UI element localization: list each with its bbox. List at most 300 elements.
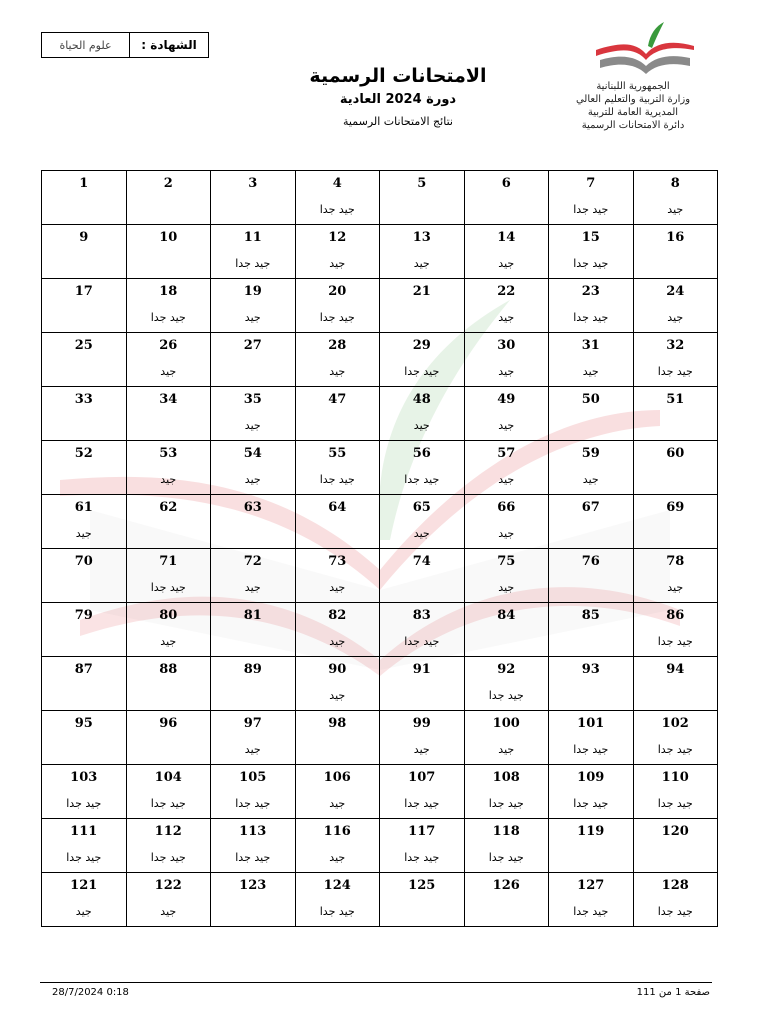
candidate-grade: جيد جدا	[150, 851, 186, 864]
candidate-grade: جيد جدا	[319, 311, 355, 324]
candidate-grade: جيد جدا	[657, 635, 693, 648]
candidate-grade	[634, 473, 718, 487]
candidate-number: 99	[412, 716, 431, 731]
footer-divider	[40, 982, 712, 983]
session-title: دورة 2024 العادية	[339, 92, 457, 107]
result-cell	[126, 657, 211, 711]
candidate-grade: جيد	[329, 581, 346, 594]
table-row	[42, 387, 718, 441]
candidate-grade: جيد جدا	[573, 257, 609, 270]
candidate-number: 14	[497, 230, 516, 245]
candidate-grade: جيد جدا	[488, 689, 524, 702]
candidate-grade	[549, 419, 633, 433]
result-cell	[211, 657, 296, 711]
candidate-grade: جيد جدا	[404, 797, 440, 810]
candidate-grade: جيد	[329, 365, 346, 378]
candidate-number: 69	[666, 500, 685, 515]
candidate-grade	[296, 527, 380, 541]
result-cell	[633, 657, 718, 711]
result-cell	[42, 279, 127, 333]
result-cell	[380, 387, 465, 441]
candidate-number: 97	[243, 716, 262, 731]
candidate-number: 116	[323, 824, 351, 839]
result-cell	[126, 873, 211, 927]
result-cell	[549, 603, 634, 657]
candidate-number: 123	[239, 878, 267, 893]
candidate-number: 103	[70, 770, 98, 785]
candidate-number: 78	[666, 554, 685, 569]
result-cell	[549, 171, 634, 225]
candidate-number: 70	[74, 554, 93, 569]
candidate-grade: جيد	[667, 581, 684, 594]
candidate-number: 19	[243, 284, 262, 299]
candidate-grade	[380, 905, 464, 919]
candidate-number: 106	[323, 770, 351, 785]
result-cell	[633, 549, 718, 603]
result-cell	[126, 495, 211, 549]
result-cell	[211, 279, 296, 333]
result-cell	[633, 819, 718, 873]
result-cell	[633, 387, 718, 441]
candidate-grade: جيد	[413, 257, 430, 270]
candidate-number: 16	[666, 230, 685, 245]
result-cell	[380, 765, 465, 819]
candidate-number: 25	[74, 338, 93, 353]
table-row	[42, 333, 718, 387]
candidate-number: 121	[70, 878, 98, 893]
candidate-grade: جيد جدا	[66, 797, 102, 810]
table-row	[42, 279, 718, 333]
candidate-grade: جيد	[582, 365, 599, 378]
candidate-grade: جيد جدا	[573, 905, 609, 918]
result-cell	[380, 603, 465, 657]
candidate-grade	[127, 257, 211, 271]
candidate-grade	[42, 257, 126, 271]
candidate-number: 100	[492, 716, 520, 731]
candidate-grade	[42, 473, 126, 487]
result-cell	[380, 873, 465, 927]
candidate-number: 18	[159, 284, 178, 299]
candidate-number: 72	[243, 554, 262, 569]
candidate-grade	[634, 527, 718, 541]
candidate-grade: جيد جدا	[404, 473, 440, 486]
candidate-number: 61	[74, 500, 93, 515]
result-cell	[42, 441, 127, 495]
candidate-grade	[42, 743, 126, 757]
candidate-number: 86	[666, 608, 685, 623]
candidate-number: 107	[408, 770, 436, 785]
ministry-logo-icon	[590, 20, 700, 80]
candidate-grade: جيد	[667, 203, 684, 216]
result-cell	[42, 387, 127, 441]
candidate-number: 90	[328, 662, 347, 677]
result-cell	[42, 819, 127, 873]
result-cell	[295, 873, 380, 927]
candidate-grade: جيد جدا	[319, 203, 355, 216]
result-cell	[126, 765, 211, 819]
result-cell	[126, 441, 211, 495]
result-cell	[464, 549, 549, 603]
result-cell	[464, 873, 549, 927]
candidate-grade	[296, 419, 380, 433]
result-cell	[633, 171, 718, 225]
result-cell	[126, 387, 211, 441]
logo-leaf	[648, 22, 664, 48]
candidate-grade: جيد جدا	[573, 203, 609, 216]
candidate-grade: جيد جدا	[66, 851, 102, 864]
result-cell	[126, 333, 211, 387]
result-cell	[42, 765, 127, 819]
result-cell	[549, 279, 634, 333]
result-cell	[464, 279, 549, 333]
result-cell	[295, 819, 380, 873]
page-title: الامتحانات الرسمية	[309, 65, 487, 87]
candidate-number: 88	[159, 662, 178, 677]
result-cell	[211, 549, 296, 603]
table-row	[42, 171, 718, 225]
candidate-number: 56	[412, 446, 431, 461]
candidate-number: 32	[666, 338, 685, 353]
candidate-grade	[380, 203, 464, 217]
candidate-number: 17	[74, 284, 93, 299]
candidate-grade: جيد جدا	[657, 365, 693, 378]
candidate-number: 6	[501, 176, 511, 191]
candidate-number: 23	[581, 284, 600, 299]
result-cell	[549, 765, 634, 819]
result-cell	[380, 225, 465, 279]
candidate-number: 65	[412, 500, 431, 515]
candidate-number: 122	[154, 878, 182, 893]
candidate-grade: جيد جدا	[150, 797, 186, 810]
candidate-number: 92	[497, 662, 516, 677]
candidate-number: 102	[661, 716, 689, 731]
result-cell	[464, 441, 549, 495]
candidate-number: 55	[328, 446, 347, 461]
candidate-grade	[634, 419, 718, 433]
candidate-grade	[211, 203, 295, 217]
result-cell	[211, 603, 296, 657]
result-cell	[126, 279, 211, 333]
candidate-number: 84	[497, 608, 516, 623]
candidate-number: 91	[412, 662, 431, 677]
candidate-number: 112	[154, 824, 182, 839]
candidate-grade: جيد جدا	[657, 797, 693, 810]
candidate-number: 31	[581, 338, 600, 353]
candidate-grade: جيد	[75, 905, 92, 918]
candidate-number: 5	[417, 176, 427, 191]
candidate-grade: جيد جدا	[573, 797, 609, 810]
candidate-grade: جيد	[413, 527, 430, 540]
result-cell	[126, 603, 211, 657]
candidate-grade: جيد	[244, 581, 261, 594]
candidate-grade: جيد	[160, 365, 177, 378]
candidate-grade	[380, 311, 464, 325]
candidate-number: 4	[332, 176, 342, 191]
candidate-grade	[380, 581, 464, 595]
ministry-line-4: دائرة الامتحانات الرسمية	[581, 120, 685, 131]
candidate-grade: جيد جدا	[319, 473, 355, 486]
result-cell	[211, 171, 296, 225]
candidate-grade	[42, 419, 126, 433]
certificate-box	[41, 32, 209, 58]
candidate-number: 20	[328, 284, 347, 299]
result-cell	[211, 819, 296, 873]
candidate-number: 105	[239, 770, 267, 785]
candidate-number: 8	[670, 176, 680, 191]
candidate-number: 28	[328, 338, 347, 353]
candidate-number: 81	[243, 608, 262, 623]
candidate-number: 27	[243, 338, 262, 353]
candidate-number: 73	[328, 554, 347, 569]
candidate-number: 110	[661, 770, 689, 785]
candidate-number: 53	[159, 446, 178, 461]
table-row	[42, 549, 718, 603]
result-cell	[211, 387, 296, 441]
results-table	[41, 170, 718, 927]
candidate-number: 71	[159, 554, 178, 569]
result-cell	[464, 495, 549, 549]
result-cell	[42, 711, 127, 765]
candidate-number: 120	[661, 824, 689, 839]
candidate-number: 124	[323, 878, 351, 893]
result-cell	[380, 441, 465, 495]
certificate-label: الشهادة :	[129, 33, 208, 57]
ministry-line-2: وزارة التربية والتعليم العالي	[575, 94, 691, 105]
result-cell	[211, 765, 296, 819]
candidate-grade: جيد	[498, 581, 515, 594]
result-cell	[295, 387, 380, 441]
candidate-grade	[634, 257, 718, 271]
candidate-grade	[549, 689, 633, 703]
result-cell	[549, 549, 634, 603]
candidate-grade	[127, 743, 211, 757]
candidate-number: 12	[328, 230, 347, 245]
candidate-number: 117	[408, 824, 436, 839]
candidate-number: 104	[154, 770, 182, 785]
result-cell	[464, 171, 549, 225]
candidate-number: 26	[159, 338, 178, 353]
result-cell	[295, 225, 380, 279]
result-cell	[295, 603, 380, 657]
candidate-number: 48	[412, 392, 431, 407]
candidate-number: 35	[243, 392, 262, 407]
result-cell	[380, 495, 465, 549]
result-cell	[295, 171, 380, 225]
candidate-number: 64	[328, 500, 347, 515]
candidate-grade: جيد	[498, 419, 515, 432]
candidate-grade: جيد جدا	[573, 743, 609, 756]
candidate-number: 59	[581, 446, 600, 461]
table-row	[42, 657, 718, 711]
candidate-number: 118	[492, 824, 520, 839]
result-cell	[549, 387, 634, 441]
candidate-number: 111	[70, 824, 98, 839]
candidate-grade: جيد جدا	[235, 797, 271, 810]
result-cell	[211, 711, 296, 765]
candidate-grade	[42, 635, 126, 649]
candidate-number: 67	[581, 500, 600, 515]
candidate-number: 57	[497, 446, 516, 461]
result-cell	[42, 333, 127, 387]
result-cell	[549, 873, 634, 927]
candidate-grade	[211, 905, 295, 919]
candidate-number: 79	[74, 608, 93, 623]
result-cell	[126, 711, 211, 765]
candidate-grade	[211, 365, 295, 379]
candidate-number: 29	[412, 338, 431, 353]
result-cell	[549, 711, 634, 765]
ministry-line-1: الجمهورية اللبنانية	[596, 81, 670, 92]
candidate-grade: جيد جدا	[404, 851, 440, 864]
result-cell	[464, 225, 549, 279]
result-cell	[295, 657, 380, 711]
candidate-number: 1	[79, 176, 89, 191]
result-cell	[211, 333, 296, 387]
candidate-grade	[42, 581, 126, 595]
candidate-number: 109	[577, 770, 605, 785]
result-cell	[633, 279, 718, 333]
result-cell	[380, 549, 465, 603]
result-cell	[549, 441, 634, 495]
candidate-grade: جيد جدا	[319, 905, 355, 918]
candidate-number: 15	[581, 230, 600, 245]
result-cell	[211, 495, 296, 549]
result-cell	[211, 225, 296, 279]
result-cell	[633, 873, 718, 927]
candidate-number: 96	[159, 716, 178, 731]
result-cell	[464, 657, 549, 711]
candidate-grade	[211, 527, 295, 541]
candidate-grade	[465, 905, 549, 919]
table-row	[42, 603, 718, 657]
ministry-line-3: المديرية العامة للتربية	[587, 107, 679, 118]
candidate-number: 2	[163, 176, 173, 191]
candidate-number: 119	[577, 824, 605, 839]
result-cell	[42, 495, 127, 549]
result-cell	[464, 333, 549, 387]
candidate-number: 51	[666, 392, 685, 407]
candidate-number: 87	[74, 662, 93, 677]
candidate-grade: جيد	[244, 419, 261, 432]
candidate-grade	[380, 689, 464, 703]
candidate-number: 76	[581, 554, 600, 569]
result-cell	[464, 711, 549, 765]
candidate-grade	[465, 635, 549, 649]
candidate-grade: جيد جدا	[488, 851, 524, 864]
table-row	[42, 873, 718, 927]
candidate-grade	[211, 689, 295, 703]
candidate-grade: جيد	[498, 365, 515, 378]
result-cell	[633, 765, 718, 819]
result-cell	[380, 171, 465, 225]
candidate-grade: جيد	[498, 473, 515, 486]
candidate-grade	[465, 203, 549, 217]
candidate-number: 108	[492, 770, 520, 785]
candidate-number: 50	[581, 392, 600, 407]
candidate-grade: جيد	[329, 689, 346, 702]
candidate-grade: جيد جدا	[235, 851, 271, 864]
candidate-grade: جيد	[413, 743, 430, 756]
result-cell	[126, 819, 211, 873]
title-block	[250, 62, 546, 128]
candidate-grade: جيد	[160, 635, 177, 648]
result-cell	[464, 387, 549, 441]
candidate-grade: جيد جدا	[404, 635, 440, 648]
result-cell	[633, 333, 718, 387]
result-cell	[464, 819, 549, 873]
result-cell	[380, 819, 465, 873]
candidate-grade	[127, 527, 211, 541]
candidate-grade	[42, 203, 126, 217]
candidate-grade: جيد	[498, 257, 515, 270]
result-cell	[549, 333, 634, 387]
candidate-grade	[634, 689, 718, 703]
candidate-grade: جيد جدا	[150, 581, 186, 594]
candidate-number: 30	[497, 338, 516, 353]
result-cell	[633, 225, 718, 279]
candidate-number: 83	[412, 608, 431, 623]
result-cell	[295, 333, 380, 387]
candidate-number: 13	[412, 230, 431, 245]
result-cell	[633, 603, 718, 657]
candidate-number: 98	[328, 716, 347, 731]
candidate-grade: جيد	[329, 257, 346, 270]
result-cell	[380, 333, 465, 387]
table-row	[42, 441, 718, 495]
candidate-grade	[549, 635, 633, 649]
candidate-number: 34	[159, 392, 178, 407]
candidate-number: 62	[159, 500, 178, 515]
candidate-grade: جيد	[498, 311, 515, 324]
table-row	[42, 819, 718, 873]
result-cell	[42, 603, 127, 657]
candidate-grade	[127, 419, 211, 433]
candidate-number: 52	[74, 446, 93, 461]
result-cell	[295, 279, 380, 333]
candidate-grade: جيد جدا	[235, 257, 271, 270]
table-row	[42, 225, 718, 279]
candidate-number: 82	[328, 608, 347, 623]
result-cell	[42, 873, 127, 927]
candidate-grade	[634, 851, 718, 865]
footer-page-number: صفحة 1 من 111	[636, 987, 710, 998]
candidate-grade: جيد	[329, 635, 346, 648]
result-cell	[295, 549, 380, 603]
result-cell	[295, 495, 380, 549]
candidate-number: 60	[666, 446, 685, 461]
candidate-number: 63	[243, 500, 262, 515]
candidate-grade	[127, 203, 211, 217]
result-cell	[549, 819, 634, 873]
candidate-grade: جيد	[582, 473, 599, 486]
candidate-grade: جيد	[329, 851, 346, 864]
candidate-grade: جيد	[244, 311, 261, 324]
candidate-number: 66	[497, 500, 516, 515]
candidate-grade: جيد	[160, 473, 177, 486]
candidate-number: 22	[497, 284, 516, 299]
candidate-number: 95	[74, 716, 93, 731]
candidate-grade: جيد	[329, 797, 346, 810]
candidate-number: 85	[581, 608, 600, 623]
candidate-number: 128	[661, 878, 689, 893]
candidate-grade	[42, 689, 126, 703]
candidate-grade: جيد	[667, 311, 684, 324]
candidate-grade: جيد	[498, 743, 515, 756]
result-cell	[295, 765, 380, 819]
candidate-grade: جيد جدا	[150, 311, 186, 324]
ministry-text	[560, 80, 706, 132]
candidate-grade	[296, 743, 380, 757]
